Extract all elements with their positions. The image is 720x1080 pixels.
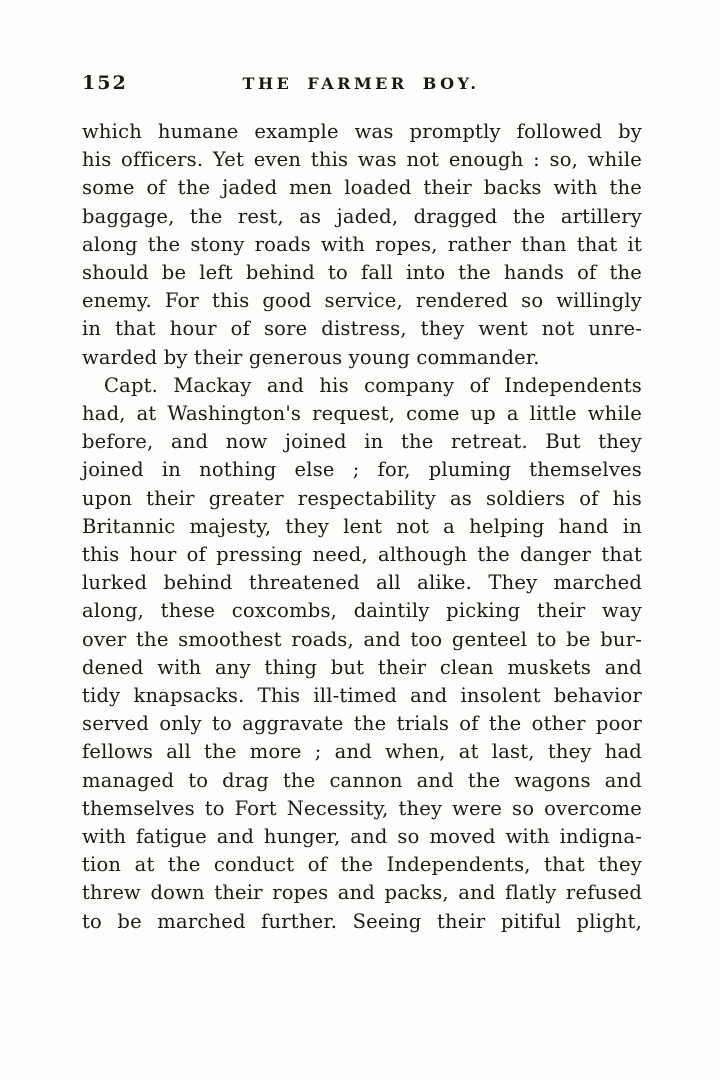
text-line: should be left behind to fall into the hands of the <box>82 261 642 285</box>
text-line: served only to aggravate the trials of the other poor <box>82 712 642 736</box>
text-line: before, and now joined in the retreat. But they <box>82 430 642 454</box>
text-line: Britannic majesty, they lent not a helping hand in <box>82 514 642 538</box>
text-line: managed to drag the cannon and the wagons and <box>82 768 642 792</box>
text-line: threw down their ropes and packs, and flatly refused <box>82 881 642 905</box>
text-line: joined in nothing else ; for, pluming themselves <box>82 458 642 482</box>
page-header <box>82 72 640 96</box>
text-line: which humane example was promptly followed by <box>82 120 642 143</box>
page-number: 152 <box>82 72 128 94</box>
text-line: in that hour of sore distress, they went not unre- <box>82 317 642 341</box>
text-line: over the smoothest roads, and too genteel to be bur- <box>82 627 642 651</box>
text-line: dened with any thing but their clean muskets and <box>82 655 642 679</box>
body-text <box>82 118 642 936</box>
text-line: enemy. For this good service, rendered so willingly <box>82 289 642 313</box>
text-line: warded by their generous young commander. <box>82 345 540 369</box>
text-line: his officers. Yet even this was not enough : so, while <box>82 148 642 172</box>
text-line: lurked behind threatened all alike. They marched <box>82 571 642 595</box>
text-line: tidy knapsacks. This ill-timed and insolent behavior <box>82 684 642 708</box>
text-line: themselves to Fort Necessity, they were so overcome <box>82 796 642 820</box>
text-line: to be marched further. Seeing their pitiful plight, <box>82 909 642 933</box>
text-line: baggage, the rest, as jaded, dragged the artillery <box>82 204 642 228</box>
text-line: tion at the conduct of the Independents, that they <box>82 853 642 877</box>
text-line: this hour of pressing need, although the danger that <box>82 543 642 567</box>
text-line: along the stony roads with ropes, rather than that it <box>82 232 642 256</box>
text-line: some of the jaded men loaded their backs with the <box>82 176 642 200</box>
text-line: fellows all the more ; and when, at last, they had <box>82 740 642 764</box>
text-line: had, at Washington's request, come up a little while <box>82 402 642 426</box>
text-line: along, these coxcombs, daintily picking their way <box>82 599 642 623</box>
text-line: Capt. Mackay and his company of Independents <box>104 373 642 397</box>
text-line: upon their greater respectability as soldiers of his <box>82 486 642 510</box>
text-line: with fatigue and hunger, and so moved with indigna- <box>82 825 642 849</box>
running-title: THE FARMER BOY. <box>242 74 480 93</box>
